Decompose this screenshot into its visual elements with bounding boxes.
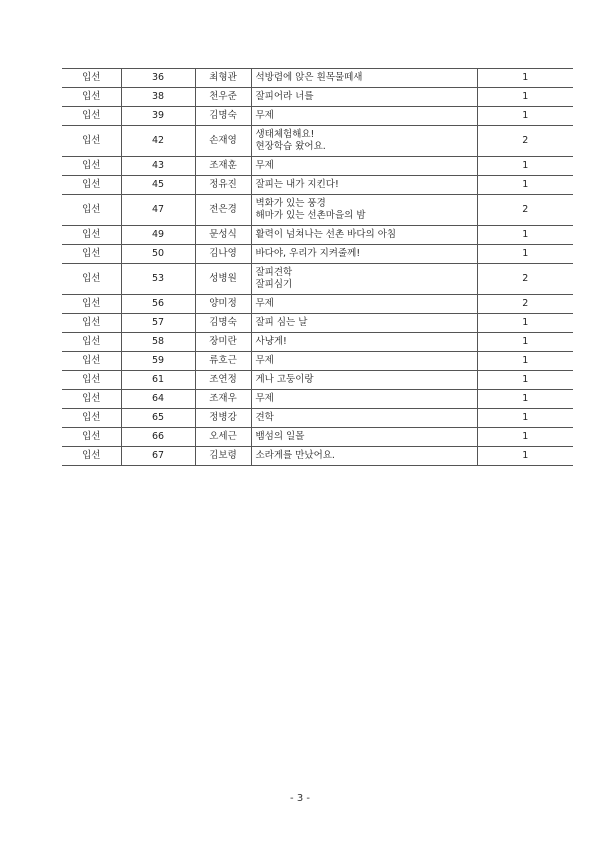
work-title: 무제	[255, 110, 274, 121]
work-title: 무제	[255, 355, 274, 366]
work-count-cell: 1	[477, 157, 573, 176]
artist-name-cell: 천우준	[195, 88, 251, 107]
artist-name-cell: 김나영	[195, 245, 251, 264]
artist-name-cell: 문성식	[195, 226, 251, 245]
award-cell: 입선	[62, 69, 121, 88]
results-table-body	[62, 69, 573, 466]
table-row	[62, 157, 573, 176]
award-cell: 입선	[62, 390, 121, 409]
entry-number-cell: 42	[121, 126, 195, 157]
work-count-cell: 1	[477, 352, 573, 371]
award-cell: 입선	[62, 295, 121, 314]
work-title-cell	[251, 126, 477, 157]
artist-name-cell: 류호근	[195, 352, 251, 371]
artist-name-cell: 조재훈	[195, 157, 251, 176]
artist-name-cell: 정병강	[195, 409, 251, 428]
award-cell: 입선	[62, 428, 121, 447]
entry-number-cell: 36	[121, 69, 195, 88]
work-title-cell	[251, 428, 477, 447]
award-cell: 입선	[62, 314, 121, 333]
award-cell: 입선	[62, 157, 121, 176]
work-title-cell	[251, 295, 477, 314]
work-title: 활력이 넘쳐나는 선촌 바다의 아침	[255, 229, 397, 240]
work-title: 잘피는 내가 지킨다!	[255, 179, 339, 190]
work-title: 소라게를 만났어요.	[255, 450, 335, 461]
table-row	[62, 295, 573, 314]
table-row	[62, 107, 573, 126]
work-count-cell: 1	[477, 314, 573, 333]
table-row	[62, 264, 573, 295]
award-cell: 입선	[62, 447, 121, 466]
entry-number-cell: 66	[121, 428, 195, 447]
work-title: 뱀섬의 일몰	[255, 431, 305, 442]
work-count-cell: 1	[477, 428, 573, 447]
work-count-cell: 2	[477, 264, 573, 295]
entry-number-cell: 38	[121, 88, 195, 107]
work-title: 잘피어라 너를	[255, 91, 314, 102]
award-cell: 입선	[62, 126, 121, 157]
work-title: 석방렴에 앉은 흰목물떼새	[255, 72, 363, 83]
entry-number-cell: 67	[121, 447, 195, 466]
work-count-cell: 1	[477, 409, 573, 428]
entry-number-cell: 61	[121, 371, 195, 390]
artist-name-cell: 장미란	[195, 333, 251, 352]
work-title-cell	[251, 88, 477, 107]
table-row	[62, 428, 573, 447]
award-cell: 입선	[62, 371, 121, 390]
work-title-cell	[251, 390, 477, 409]
work-title-cell	[251, 157, 477, 176]
entry-number-cell: 65	[121, 409, 195, 428]
work-count-cell: 1	[477, 226, 573, 245]
entry-number-cell: 43	[121, 157, 195, 176]
table-row	[62, 333, 573, 352]
work-title: 생태체험해요!	[255, 129, 315, 140]
work-title: 잘피심기	[255, 279, 293, 290]
table-row	[62, 69, 573, 88]
results-table	[62, 68, 573, 466]
award-cell: 입선	[62, 195, 121, 226]
work-title-cell	[251, 69, 477, 88]
table-row	[62, 447, 573, 466]
work-title-cell	[251, 107, 477, 126]
work-count-cell: 2	[477, 295, 573, 314]
artist-name-cell: 김명숙	[195, 314, 251, 333]
entry-number-cell: 57	[121, 314, 195, 333]
work-title: 해마가 있는 선촌마을의 밤	[255, 210, 366, 221]
award-cell: 입선	[62, 264, 121, 295]
work-count-cell: 1	[477, 390, 573, 409]
work-count-cell: 2	[477, 195, 573, 226]
work-title: 무제	[255, 393, 274, 404]
work-title-cell	[251, 447, 477, 466]
work-title-cell	[251, 195, 477, 226]
work-title: 사냥게!	[255, 336, 287, 347]
work-title-cell	[251, 371, 477, 390]
work-count-cell: 1	[477, 176, 573, 195]
entry-number-cell: 53	[121, 264, 195, 295]
award-cell: 입선	[62, 245, 121, 264]
entry-number-cell: 56	[121, 295, 195, 314]
work-count-cell: 1	[477, 107, 573, 126]
artist-name-cell: 김명숙	[195, 107, 251, 126]
work-title-cell	[251, 264, 477, 295]
award-cell: 입선	[62, 409, 121, 428]
work-title-cell	[251, 314, 477, 333]
award-cell: 입선	[62, 226, 121, 245]
entry-number-cell: 49	[121, 226, 195, 245]
work-title-cell	[251, 333, 477, 352]
artist-name-cell: 오세근	[195, 428, 251, 447]
work-title: 무제	[255, 298, 274, 309]
artist-name-cell: 손재영	[195, 126, 251, 157]
entry-number-cell: 45	[121, 176, 195, 195]
table-row	[62, 126, 573, 157]
artist-name-cell: 김보령	[195, 447, 251, 466]
work-title-cell	[251, 245, 477, 264]
award-cell: 입선	[62, 107, 121, 126]
entry-number-cell: 47	[121, 195, 195, 226]
table-row	[62, 371, 573, 390]
work-title: 잘피견학	[255, 267, 293, 278]
table-row	[62, 409, 573, 428]
work-count-cell: 1	[477, 88, 573, 107]
work-count-cell: 1	[477, 69, 573, 88]
table-row	[62, 195, 573, 226]
work-title-cell	[251, 409, 477, 428]
work-title: 견학	[255, 412, 274, 423]
award-cell: 입선	[62, 88, 121, 107]
work-title: 바다야, 우리가 지켜줄께!	[255, 248, 361, 259]
work-title: 무제	[255, 160, 274, 171]
work-title: 현장학습 왔어요.	[255, 141, 326, 152]
work-title: 게나 고둥이랑	[255, 374, 314, 385]
table-row	[62, 314, 573, 333]
award-cell: 입선	[62, 176, 121, 195]
work-title-cell	[251, 352, 477, 371]
table-row	[62, 88, 573, 107]
artist-name-cell: 성병원	[195, 264, 251, 295]
award-cell: 입선	[62, 352, 121, 371]
table-row	[62, 390, 573, 409]
work-title: 벽화가 있는 풍경	[255, 198, 326, 209]
entry-number-cell: 50	[121, 245, 195, 264]
artist-name-cell: 조연정	[195, 371, 251, 390]
work-count-cell: 1	[477, 245, 573, 264]
entry-number-cell: 58	[121, 333, 195, 352]
work-count-cell: 1	[477, 447, 573, 466]
table-row	[62, 352, 573, 371]
page-number: - 3 -	[290, 793, 310, 804]
work-title: 잘피 심는 날	[255, 317, 308, 328]
entry-number-cell: 64	[121, 390, 195, 409]
work-count-cell: 2	[477, 126, 573, 157]
table-row	[62, 176, 573, 195]
artist-name-cell: 전은경	[195, 195, 251, 226]
award-cell: 입선	[62, 333, 121, 352]
artist-name-cell: 조재우	[195, 390, 251, 409]
artist-name-cell: 정유진	[195, 176, 251, 195]
entry-number-cell: 39	[121, 107, 195, 126]
work-count-cell: 1	[477, 371, 573, 390]
work-title-cell	[251, 176, 477, 195]
table-row	[62, 245, 573, 264]
work-count-cell: 1	[477, 333, 573, 352]
artist-name-cell: 최형관	[195, 69, 251, 88]
work-title-cell	[251, 226, 477, 245]
entry-number-cell: 59	[121, 352, 195, 371]
table-row	[62, 226, 573, 245]
artist-name-cell: 양미정	[195, 295, 251, 314]
